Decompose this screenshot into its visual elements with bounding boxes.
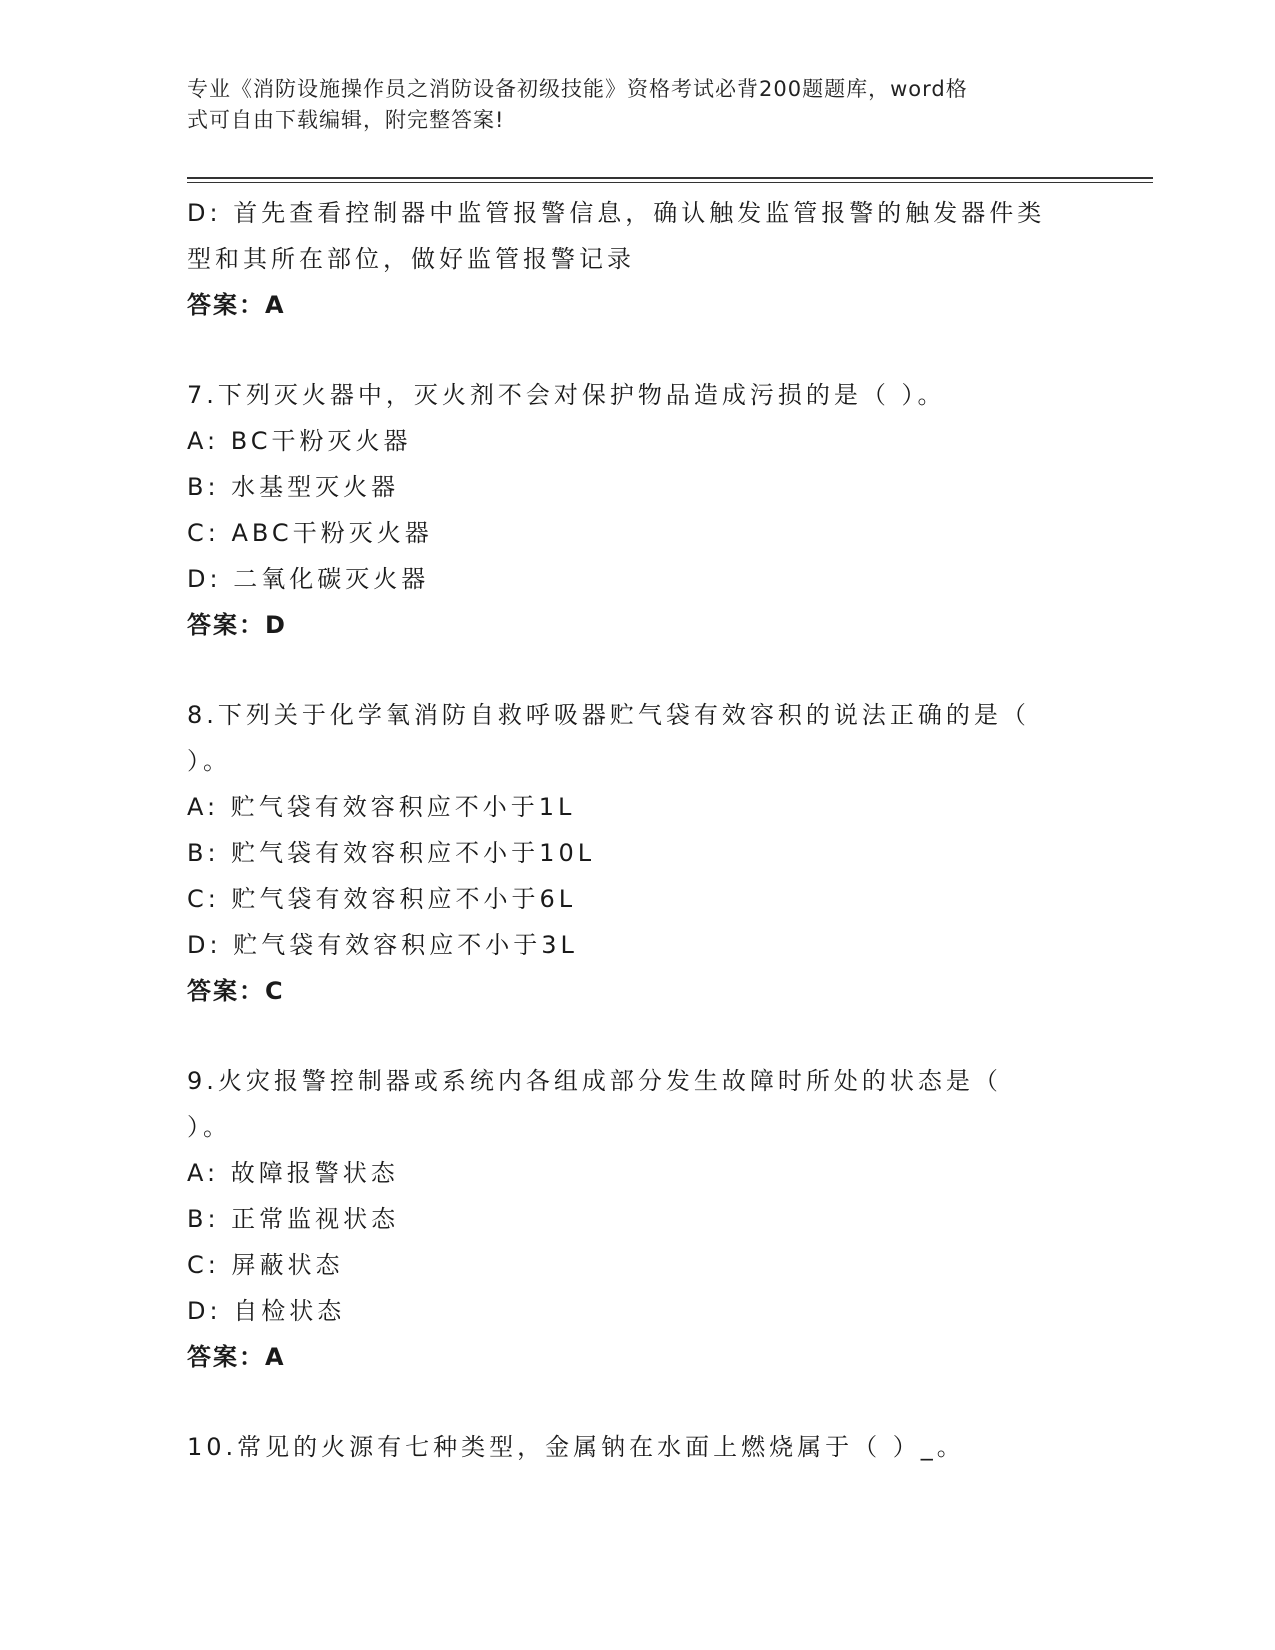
answer: 答案：A: [187, 1343, 286, 1371]
question-stem: 7.下列灭火器中，灭火剂不会对保护物品造成污损的是（ ）。: [187, 381, 946, 409]
option-c: C: ABC干粉灭火器: [187, 519, 433, 547]
option-c: C: 屏蔽状态: [187, 1251, 344, 1279]
question-10: [187, 1424, 1087, 1470]
option-b: B: 正常监视状态: [187, 1205, 400, 1233]
question-stem: 8.下列关于化学氧消防自救呼吸器贮气袋有效容积的说法正确的是（: [187, 701, 1030, 729]
question-8: [187, 692, 1087, 1014]
option-b: B: 水基型灭火器: [187, 473, 400, 501]
header-line-1: 专业《消防设施操作员之消防设备初级技能》资格考试必背200题题库，word格: [187, 77, 968, 101]
question-stem-continued: ）。: [187, 1113, 231, 1141]
option-c: C: 贮气袋有效容积应不小于6L: [187, 885, 577, 913]
answer: 答案：C: [187, 977, 285, 1005]
option-d: D: 自检状态: [187, 1297, 346, 1325]
option-a: A: BC干粉灭火器: [187, 427, 412, 455]
header-line-2: 式可自由下载编辑，附完整答案!: [187, 108, 505, 132]
prev-answer: 答案：A: [187, 291, 286, 319]
question-content: [187, 190, 1087, 1470]
option-d: D: 二氧化碳灭火器: [187, 565, 430, 593]
header-rule-thick: [187, 177, 1153, 179]
option-a: A: 贮气袋有效容积应不小于1L: [187, 793, 576, 821]
document-header: [187, 74, 1067, 136]
question-stem: 9.火灾报警控制器或系统内各组成部分发生故障时所处的状态是（: [187, 1067, 1002, 1095]
question-7: [187, 372, 1087, 648]
option-a: A: 故障报警状态: [187, 1159, 399, 1187]
question-stem-continued: ）。: [187, 747, 231, 775]
question-9: [187, 1058, 1087, 1380]
answer: 答案：D: [187, 611, 287, 639]
option-b: B: 贮气袋有效容积应不小于10L: [187, 839, 596, 867]
option-d: D: 贮气袋有效容积应不小于3L: [187, 931, 578, 959]
header-rule-thin: [187, 182, 1153, 183]
prev-option-d-line-1: D: 首先查看控制器中监管报警信息，确认触发监管报警的触发器件类: [187, 199, 1046, 227]
question-stem: 10.常见的火源有七种类型，金属钠在水面上燃烧属于（ ）_。: [187, 1433, 965, 1461]
prev-option-d-line-2: 型和其所在部位，做好监管报警记录: [187, 245, 635, 273]
